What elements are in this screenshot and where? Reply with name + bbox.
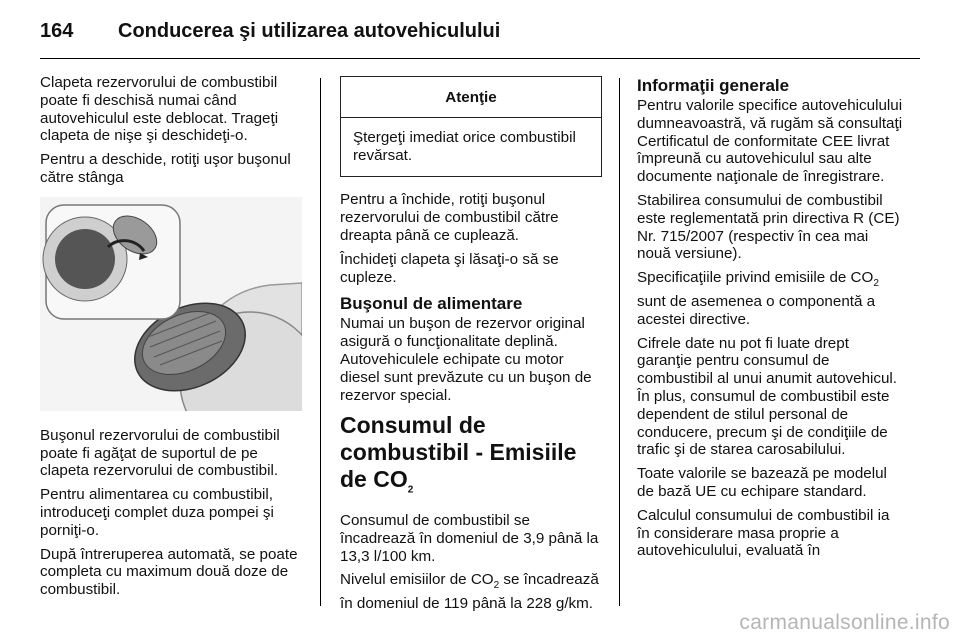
paragraph: Închideţi clapeta şi lăsaţi-o să se cupleze.	[340, 250, 559, 286]
column-3	[637, 74, 903, 566]
subscript: 2	[873, 278, 879, 290]
page-number: 164	[40, 20, 74, 42]
column-1	[40, 74, 302, 605]
subscript: 2	[493, 580, 500, 592]
paragraph: Pentru valorile specifice autovehiculului dumneavoastră, vă rugăm să consultaţi Certificatul de conformitate CEE livrat împreună cu autovehiculul sau alte documente naţionale de înregistrare.	[637, 97, 903, 186]
paragraph: Cifrele date nu pot fi luate drept garanţie pentru consumul de combustibil al unui anumit autovehicul. În plus, consumul de combustibil este dependent de stilul personal de conducere, precum şi de condiţiile de trafic şi de starea carosabilului.	[637, 334, 898, 459]
paragraph: Consumul de combustibil se încadrează în domeniul de 3,9 până la 13,3 l/100 km.	[340, 511, 599, 565]
watermark: carmanualsonline.info	[739, 611, 950, 634]
section-heading: Buşonul de alimentare	[340, 294, 523, 314]
fuel-cap-illustration	[40, 197, 302, 411]
text-run: Nivelul emisiilor de CO	[340, 571, 494, 589]
warning-title: Atenţie	[341, 77, 601, 118]
paragraph: Calculul consumului de combustibil ia în considerare masa proprie a autovehiculului, evaluată în	[637, 506, 890, 560]
paragraph	[340, 571, 602, 613]
page-title: Conducerea şi utilizarea autovehiculului	[118, 20, 501, 42]
paragraph: Pentru a deschide, rotiţi uşor buşonul către stânga	[40, 151, 291, 186]
column-divider-2	[619, 78, 620, 606]
chapter-heading	[340, 412, 602, 504]
paragraph	[637, 269, 903, 328]
section-heading: Informaţii generale	[637, 76, 790, 95]
warning-text: Ştergeţi imediat orice combustibil revărsat.	[353, 128, 576, 164]
paragraph: După întreruperea automată, se poate completa cu maximum două doze de combustibil.	[40, 545, 298, 599]
paragraph: Numai un buşon de rezervor original asigură o funcţionalitate deplină. Autovehiculele echipate cu motor diesel sunt prevăzute cu un buşon de rezervor special.	[340, 315, 592, 404]
paragraph: Pentru alimentarea cu combustibil, introduceţi complet duza pompei şi porniţi-o.	[40, 486, 274, 539]
text-run: se încadrează în domeniul de 119 până la 228 g/km.	[340, 571, 599, 613]
paragraph: Clapeta rezervorului de combustibil poate fi deschisă numai când autovehiculul este deblocat. Trageţi clapeta de nişe şi deschideţi-o.	[40, 74, 279, 145]
paragraph: Stabilirea consumului de combustibil este reglementată prin directiva R (CE) Nr. 715/2007 (respectiv în cea mai nouă versiune).	[637, 191, 900, 263]
column-divider-1	[320, 78, 321, 606]
column-2	[340, 74, 602, 619]
chapter-heading-text: Consumul de combustibil - Emisiile de CO	[340, 412, 577, 493]
paragraph: Pentru a închide, rotiţi buşonul rezervorului de combustibil către dreapta până ce cuplează.	[340, 191, 559, 244]
warning-box	[340, 76, 602, 177]
subscript: 2	[407, 484, 414, 496]
page-header	[40, 20, 920, 50]
fuel-cap-drawing	[40, 197, 302, 411]
text-run: sunt de asemenea o componentă a acestei directive.	[637, 293, 876, 328]
header-divider	[40, 58, 920, 59]
paragraph: Toate valorile se bazează pe modelul de bază UE cu echipare standard.	[637, 465, 887, 500]
paragraph: Buşonul rezervorului de combustibil poate fi agăţat de suportul de pe clapeta rezervorului de combustibil.	[40, 426, 280, 480]
text-run: Specificaţiile privind emisiile de CO	[637, 269, 874, 287]
